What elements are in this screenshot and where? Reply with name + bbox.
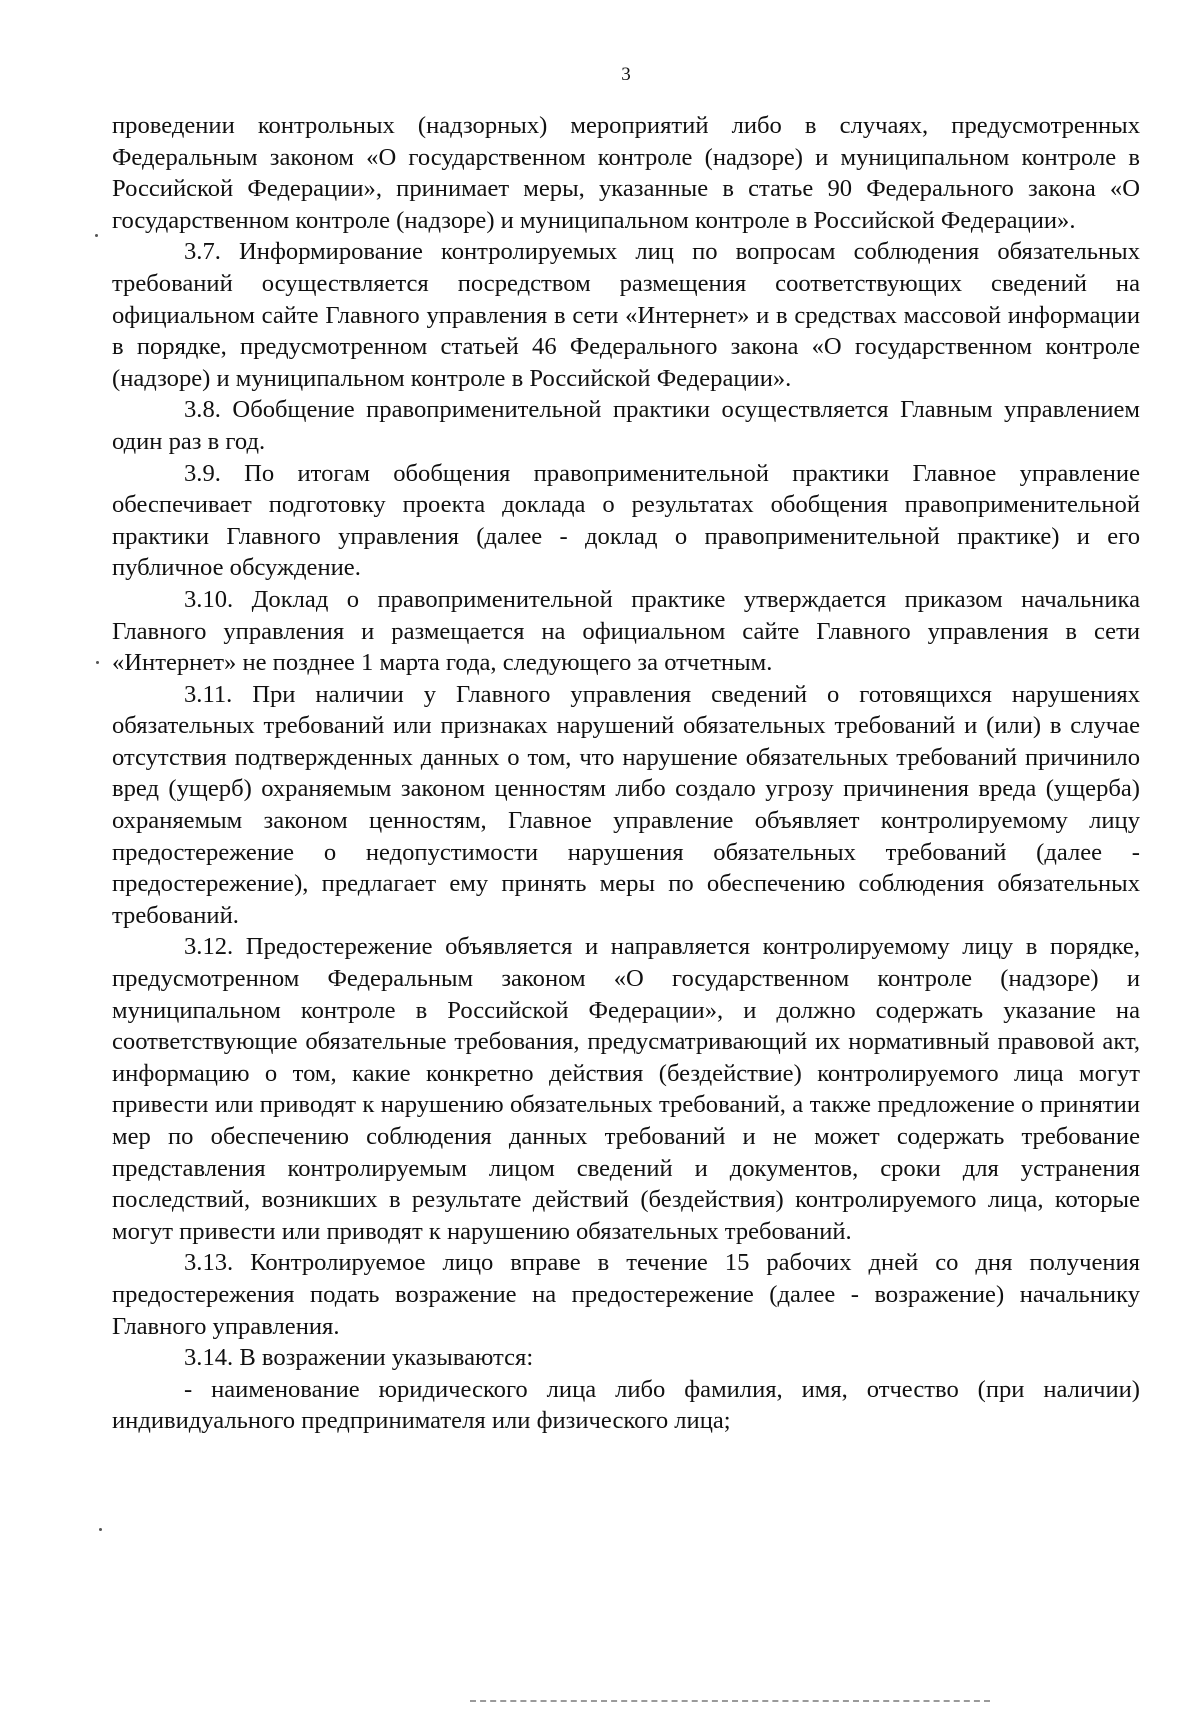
paragraph-3-11: 3.11. При наличии у Главного управления сведений о готовящихся нарушениях обязательных требований или признаках нарушений обязательных требований и (или) в случае отсутствия подтвержденных данных о том, что нарушение обязательных требований причинило вред (ущерб) охраняемым законом ценностям либо создало угрозу причинения вреда (ущерба) охраняемым законом ценностям, Главное управление объявляет контролируемому лицу предостережение о недопустимости нарушения обязательных требований (далее - предостережение), предлагает ему принять меры по обеспечению соблюдения обязательных требований.	[112, 680, 1140, 929]
scan-speck	[99, 1528, 102, 1531]
paragraph-3-12: 3.12. Предостережение объявляется и направляется контролируемому лицу в порядке, предусмотренном Федеральным законом «О государственном контроле (надзоре) и муниципальном контроле в Российской Федерации», и должно содержать указание на соответствующие обязательные требования, предусматривающий их нормативный правовой акт, информацию о том, какие конкретно действия (бездействие) контролируемого лица могут привести или приводят к нарушению обязательных требований, а также предложение о принятии мер по обеспечению соблюдения данных требований и не может содержать требование представления контролируемым лицом сведений и документов, сроки для устранения последствий, возникших в результате действий (бездействия) контролируемого лица, которые могут привести или приводят к нарушению обязательных требований.	[112, 933, 1140, 1245]
page-number: 3	[621, 64, 631, 85]
scan-speck	[95, 234, 98, 237]
list-item-name: - наименование юридического лица либо фамилия, имя, отчество (при наличии) индивидуального предпринимателя или физического лица;	[112, 1375, 1140, 1435]
scan-speck	[96, 661, 99, 664]
scan-edge-line	[470, 1700, 990, 1702]
paragraph-3-10: 3.10. Доклад о правоприменительной практике утверждается приказом начальника Главного управления и размещается на официальном сайте Главного управления в сети «Интернет» не позднее 1 марта года, следующего за отчетным.	[112, 585, 1140, 677]
paragraph-3-14: 3.14. В возражении указываются:	[184, 1344, 534, 1372]
paragraph-continuation: проведении контрольных (надзорных) мероприятий либо в случаях, предусмотренных Федеральным законом «О государственном контроле (надзоре) и муниципальном контроле в Российской Федерации», принимает меры, указанные в статье 90 Федерального закона «О государственном контроле (надзоре) и муниципальном контроле в Российской Федерации».	[112, 112, 1140, 234]
paragraph-3-7: 3.7. Информирование контролируемых лиц по вопросам соблюдения обязательных требований осуществляется посредством размещения соответствующих сведений на официальном сайте Главного управления в сети «Интернет» и в средствах массовой информации в порядке, предусмотренном статьей 46 Федерального закона «О государственном контроле (надзоре) и муниципальном контроле в Российской Федерации».	[112, 238, 1140, 392]
paragraph-3-9: 3.9. По итогам обобщения правоприменительной практики Главное управление обеспечивает подготовку проекта доклада о результатах обобщения правоприменительной практики Главного управления (далее - доклад о правоприменительной практике) и его публичное обсуждение.	[112, 459, 1140, 582]
document-body	[112, 110, 1140, 1437]
paragraph-3-8: 3.8. Обобщение правоприменительной практики осуществляется Главным управлением один раз в год.	[112, 396, 1140, 455]
paragraph-3-13: 3.13. Контролируемое лицо вправе в течение 15 рабочих дней со дня получения предостережения подать возражение на предостережение (далее - возражение) начальнику Главного управления.	[112, 1249, 1140, 1340]
